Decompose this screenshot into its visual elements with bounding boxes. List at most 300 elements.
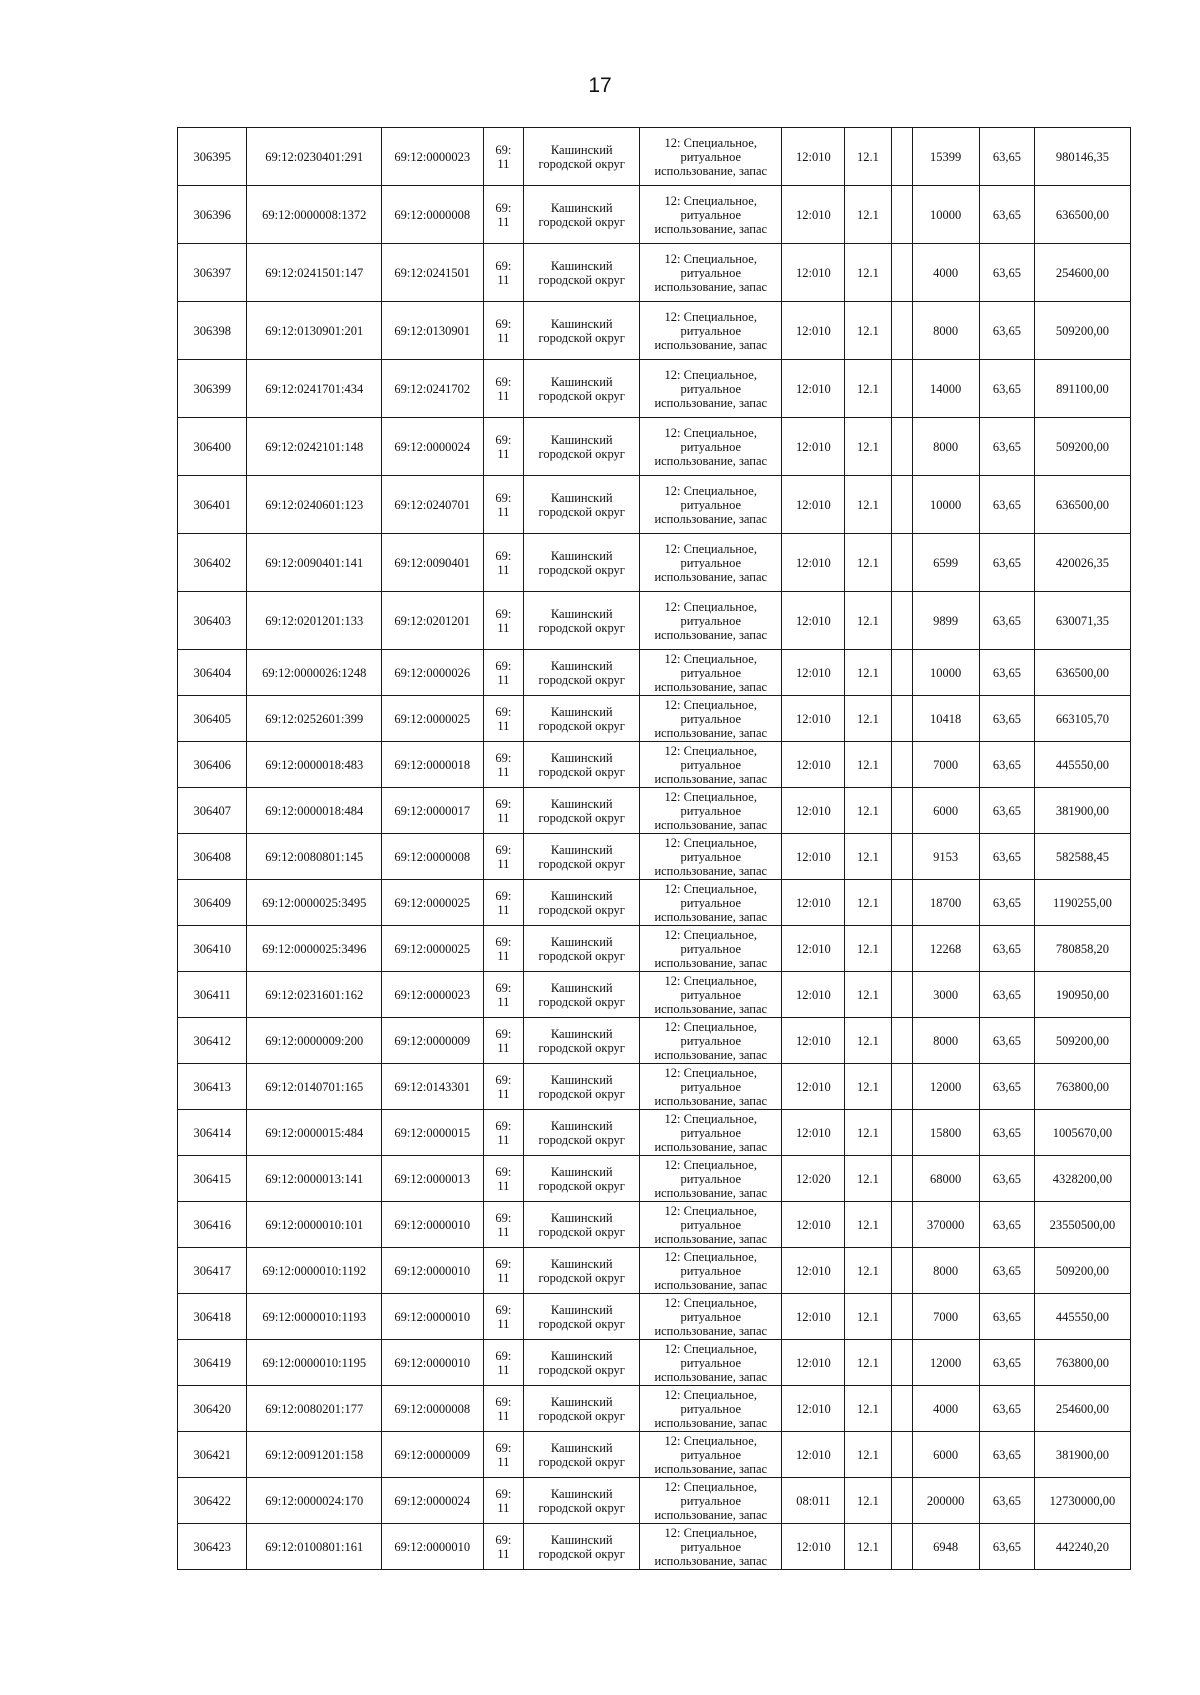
cell-cadastral-block: 69:12:0000018 (382, 742, 483, 788)
cell-cadastral-block: 69:12:0000025 (382, 880, 483, 926)
table-row (178, 1064, 1131, 1110)
cell-region-code: 69: 11 (483, 696, 524, 742)
table-row (178, 650, 1131, 696)
table-row (178, 742, 1131, 788)
cell-land-use: 12: Специальное, ритуальное использование, запас (640, 1386, 782, 1432)
cell-cadastral-number: 69:12:0000015:484 (247, 1110, 382, 1156)
cell-id: 306408 (178, 834, 247, 880)
cell-region-code: 69: 11 (483, 592, 524, 650)
cell-empty (891, 302, 912, 360)
cell-id: 306411 (178, 972, 247, 1018)
cell-id: 306407 (178, 788, 247, 834)
cell-cadastral-value: 980146,35 (1034, 128, 1130, 186)
cell-rate: 63,65 (979, 244, 1034, 302)
cell-rate: 63,65 (979, 128, 1034, 186)
cell-use-kind: 12.1 (845, 1340, 891, 1386)
cell-cadastral-value: 763800,00 (1034, 1064, 1130, 1110)
cell-municipality: Кашинский городской округ (524, 926, 640, 972)
table-row (178, 418, 1131, 476)
cell-id: 306413 (178, 1064, 247, 1110)
cell-land-use: 12: Специальное, ритуальное использование, запас (640, 972, 782, 1018)
cell-cadastral-number: 69:12:0241701:434 (247, 360, 382, 418)
cell-rate: 63,65 (979, 788, 1034, 834)
cell-use-kind: 12.1 (845, 788, 891, 834)
cell-area: 8000 (912, 302, 979, 360)
cell-cadastral-block: 69:12:0000025 (382, 926, 483, 972)
cell-cadastral-value: 891100,00 (1034, 360, 1130, 418)
cell-id: 306400 (178, 418, 247, 476)
cell-land-use: 12: Специальное, ритуальное использование, запас (640, 1524, 782, 1570)
cell-cadastral-block: 69:12:0000013 (382, 1156, 483, 1202)
cell-cadastral-value: 1190255,00 (1034, 880, 1130, 926)
cell-cadastral-value: 254600,00 (1034, 244, 1130, 302)
table-row (178, 1524, 1131, 1570)
cell-region-code: 69: 11 (483, 1202, 524, 1248)
cell-id: 306419 (178, 1340, 247, 1386)
cell-cadastral-block: 69:12:0000010 (382, 1340, 483, 1386)
cell-empty (891, 1202, 912, 1248)
cell-cadastral-number: 69:12:0000010:1195 (247, 1340, 382, 1386)
cell-area: 68000 (912, 1156, 979, 1202)
cell-id: 306397 (178, 244, 247, 302)
cell-area: 10000 (912, 186, 979, 244)
cell-cadastral-value: 4328200,00 (1034, 1156, 1130, 1202)
cell-land-use: 12: Специальное, ритуальное использование, запас (640, 1202, 782, 1248)
cell-use-kind: 12.1 (845, 1478, 891, 1524)
cell-land-use: 12: Специальное, ритуальное использование, запас (640, 302, 782, 360)
cell-cadastral-number: 69:12:0000009:200 (247, 1018, 382, 1064)
cell-region-code: 69: 11 (483, 972, 524, 1018)
cell-municipality: Кашинский городской округ (524, 418, 640, 476)
cell-use-kind: 12.1 (845, 696, 891, 742)
cell-cadastral-number: 69:12:0000025:3495 (247, 880, 382, 926)
cell-group-code: 12:010 (782, 1340, 845, 1386)
cell-empty (891, 476, 912, 534)
cell-rate: 63,65 (979, 1478, 1034, 1524)
cell-land-use: 12: Специальное, ритуальное использование, запас (640, 534, 782, 592)
cell-cadastral-block: 69:12:0000008 (382, 186, 483, 244)
cell-empty (891, 186, 912, 244)
cell-land-use: 12: Специальное, ритуальное использование, запас (640, 1294, 782, 1340)
cell-cadastral-block: 69:12:0000024 (382, 418, 483, 476)
cell-id: 306403 (178, 592, 247, 650)
cell-cadastral-value: 254600,00 (1034, 1386, 1130, 1432)
cell-rate: 63,65 (979, 534, 1034, 592)
cell-cadastral-number: 69:12:0231601:162 (247, 972, 382, 1018)
table-row (178, 128, 1131, 186)
cell-empty (891, 244, 912, 302)
cell-cadastral-value: 509200,00 (1034, 302, 1130, 360)
cell-rate: 63,65 (979, 1386, 1034, 1432)
cell-id: 306417 (178, 1248, 247, 1294)
cell-empty (891, 972, 912, 1018)
cell-use-kind: 12.1 (845, 834, 891, 880)
cell-cadastral-number: 69:12:0000010:1193 (247, 1294, 382, 1340)
cell-group-code: 12:010 (782, 186, 845, 244)
cell-region-code: 69: 11 (483, 244, 524, 302)
table-row (178, 972, 1131, 1018)
cell-cadastral-value: 445550,00 (1034, 742, 1130, 788)
page-number: 17 (588, 74, 612, 97)
cell-id: 306404 (178, 650, 247, 696)
cell-empty (891, 418, 912, 476)
cell-group-code: 12:010 (782, 972, 845, 1018)
cell-municipality: Кашинский городской округ (524, 1156, 640, 1202)
cell-empty (891, 788, 912, 834)
cell-land-use: 12: Специальное, ритуальное использование, запас (640, 244, 782, 302)
cell-use-kind: 12.1 (845, 534, 891, 592)
cell-rate: 63,65 (979, 1202, 1034, 1248)
cell-use-kind: 12.1 (845, 186, 891, 244)
cell-area: 9899 (912, 592, 979, 650)
cell-cadastral-block: 69:12:0201201 (382, 592, 483, 650)
cell-id: 306395 (178, 128, 247, 186)
cell-cadastral-number: 69:12:0080801:145 (247, 834, 382, 880)
cell-cadastral-number: 69:12:0130901:201 (247, 302, 382, 360)
cell-cadastral-block: 69:12:0000023 (382, 972, 483, 1018)
cell-cadastral-value: 381900,00 (1034, 1432, 1130, 1478)
cell-empty (891, 1248, 912, 1294)
table-row (178, 534, 1131, 592)
cell-group-code: 12:010 (782, 1110, 845, 1156)
cell-empty (891, 1294, 912, 1340)
cell-rate: 63,65 (979, 834, 1034, 880)
cell-land-use: 12: Специальное, ритуальное использование, запас (640, 788, 782, 834)
cell-empty (891, 1432, 912, 1478)
cell-area: 200000 (912, 1478, 979, 1524)
cell-use-kind: 12.1 (845, 1432, 891, 1478)
cell-cadastral-number: 69:12:0090401:141 (247, 534, 382, 592)
cell-rate: 63,65 (979, 972, 1034, 1018)
cell-use-kind: 12.1 (845, 650, 891, 696)
cell-cadastral-number: 69:12:0000024:170 (247, 1478, 382, 1524)
cell-cadastral-value: 190950,00 (1034, 972, 1130, 1018)
cell-cadastral-block: 69:12:0090401 (382, 534, 483, 592)
cell-group-code: 12:010 (782, 534, 845, 592)
cell-land-use: 12: Специальное, ритуальное использование, запас (640, 1478, 782, 1524)
cell-cadastral-block: 69:12:0000023 (382, 128, 483, 186)
cell-cadastral-value: 12730000,00 (1034, 1478, 1130, 1524)
cell-group-code: 08:011 (782, 1478, 845, 1524)
cell-land-use: 12: Специальное, ритуальное использование, запас (640, 186, 782, 244)
cell-rate: 63,65 (979, 1294, 1034, 1340)
cell-region-code: 69: 11 (483, 186, 524, 244)
cell-id: 306423 (178, 1524, 247, 1570)
cell-municipality: Кашинский городской округ (524, 476, 640, 534)
table-body (178, 128, 1131, 1570)
table-row (178, 788, 1131, 834)
cell-cadastral-block: 69:12:0143301 (382, 1064, 483, 1110)
cell-group-code: 12:010 (782, 1524, 845, 1570)
cell-use-kind: 12.1 (845, 128, 891, 186)
cell-region-code: 69: 11 (483, 880, 524, 926)
table-row (178, 360, 1131, 418)
cell-empty (891, 592, 912, 650)
cell-rate: 63,65 (979, 418, 1034, 476)
cell-cadastral-block: 69:12:0000025 (382, 696, 483, 742)
cell-rate: 63,65 (979, 696, 1034, 742)
cell-use-kind: 12.1 (845, 360, 891, 418)
cell-cadastral-number: 69:12:0080201:177 (247, 1386, 382, 1432)
cell-cadastral-value: 509200,00 (1034, 1248, 1130, 1294)
cell-area: 7000 (912, 1294, 979, 1340)
cell-id: 306406 (178, 742, 247, 788)
cell-land-use: 12: Специальное, ритуальное использование, запас (640, 1432, 782, 1478)
cell-cadastral-number: 69:12:0000010:1192 (247, 1248, 382, 1294)
cell-use-kind: 12.1 (845, 1018, 891, 1064)
cell-cadastral-value: 1005670,00 (1034, 1110, 1130, 1156)
cell-municipality: Кашинский городской округ (524, 1018, 640, 1064)
cell-cadastral-number: 69:12:0252601:399 (247, 696, 382, 742)
cell-municipality: Кашинский городской округ (524, 302, 640, 360)
cell-area: 8000 (912, 1018, 979, 1064)
cell-group-code: 12:010 (782, 696, 845, 742)
cell-rate: 63,65 (979, 1156, 1034, 1202)
table-row (178, 244, 1131, 302)
cell-empty (891, 1524, 912, 1570)
cell-region-code: 69: 11 (483, 742, 524, 788)
cell-rate: 63,65 (979, 1524, 1034, 1570)
cell-region-code: 69: 11 (483, 926, 524, 972)
cell-area: 12000 (912, 1340, 979, 1386)
cell-empty (891, 360, 912, 418)
cell-land-use: 12: Специальное, ритуальное использование, запас (640, 696, 782, 742)
cell-id: 306402 (178, 534, 247, 592)
cell-municipality: Кашинский городской округ (524, 1248, 640, 1294)
cell-land-use: 12: Специальное, ритуальное использование, запас (640, 476, 782, 534)
cell-land-use: 12: Специальное, ритуальное использование, запас (640, 1110, 782, 1156)
cell-id: 306410 (178, 926, 247, 972)
table-row (178, 1156, 1131, 1202)
cell-area: 4000 (912, 1386, 979, 1432)
cell-group-code: 12:010 (782, 650, 845, 696)
cell-land-use: 12: Специальное, ритуальное использование, запас (640, 880, 782, 926)
cell-municipality: Кашинский городской округ (524, 186, 640, 244)
cell-rate: 63,65 (979, 302, 1034, 360)
cell-municipality: Кашинский городской округ (524, 972, 640, 1018)
cell-cadastral-block: 69:12:0000010 (382, 1202, 483, 1248)
cell-rate: 63,65 (979, 1064, 1034, 1110)
cell-area: 7000 (912, 742, 979, 788)
cell-id: 306412 (178, 1018, 247, 1064)
cell-area: 4000 (912, 244, 979, 302)
cell-municipality: Кашинский городской округ (524, 788, 640, 834)
cell-land-use: 12: Специальное, ритуальное использование, запас (640, 1156, 782, 1202)
cell-empty (891, 1110, 912, 1156)
cell-area: 10418 (912, 696, 979, 742)
cell-id: 306421 (178, 1432, 247, 1478)
cell-region-code: 69: 11 (483, 128, 524, 186)
cell-land-use: 12: Специальное, ритуальное использование, запас (640, 1018, 782, 1064)
cell-region-code: 69: 11 (483, 1248, 524, 1294)
table-row (178, 1018, 1131, 1064)
cell-rate: 63,65 (979, 1340, 1034, 1386)
table-row (178, 476, 1131, 534)
table-row (178, 1386, 1131, 1432)
cell-rate: 63,65 (979, 742, 1034, 788)
cell-use-kind: 12.1 (845, 1064, 891, 1110)
cell-land-use: 12: Специальное, ритуальное использование, запас (640, 742, 782, 788)
cell-id: 306409 (178, 880, 247, 926)
cell-land-use: 12: Специальное, ритуальное использование, запас (640, 128, 782, 186)
cell-cadastral-number: 69:12:0000018:483 (247, 742, 382, 788)
cell-group-code: 12:010 (782, 834, 845, 880)
cell-area: 6000 (912, 788, 979, 834)
cell-municipality: Кашинский городской округ (524, 742, 640, 788)
cell-cadastral-block: 69:12:0000008 (382, 834, 483, 880)
cell-cadastral-number: 69:12:0240601:123 (247, 476, 382, 534)
cell-group-code: 12:010 (782, 880, 845, 926)
cell-cadastral-value: 582588,45 (1034, 834, 1130, 880)
cell-empty (891, 696, 912, 742)
cell-municipality: Кашинский городской округ (524, 1110, 640, 1156)
cell-municipality: Кашинский городской округ (524, 1064, 640, 1110)
cell-id: 306398 (178, 302, 247, 360)
cell-id: 306422 (178, 1478, 247, 1524)
cell-use-kind: 12.1 (845, 926, 891, 972)
cell-cadastral-value: 636500,00 (1034, 186, 1130, 244)
cell-area: 14000 (912, 360, 979, 418)
cell-cadastral-value: 442240,20 (1034, 1524, 1130, 1570)
cell-use-kind: 12.1 (845, 1294, 891, 1340)
table-row (178, 592, 1131, 650)
cell-rate: 63,65 (979, 1110, 1034, 1156)
cell-area: 9153 (912, 834, 979, 880)
cell-group-code: 12:010 (782, 360, 845, 418)
cell-land-use: 12: Специальное, ритуальное использование, запас (640, 418, 782, 476)
cell-area: 10000 (912, 650, 979, 696)
cell-municipality: Кашинский городской округ (524, 650, 640, 696)
cell-group-code: 12:010 (782, 302, 845, 360)
cell-rate: 63,65 (979, 592, 1034, 650)
cell-empty (891, 1064, 912, 1110)
cell-municipality: Кашинский городской округ (524, 128, 640, 186)
cell-use-kind: 12.1 (845, 1386, 891, 1432)
cell-cadastral-block: 69:12:0000010 (382, 1294, 483, 1340)
cell-area: 6000 (912, 1432, 979, 1478)
cell-cadastral-block: 69:12:0000010 (382, 1524, 483, 1570)
table-row (178, 1432, 1131, 1478)
cell-land-use: 12: Специальное, ритуальное использование, запас (640, 1248, 782, 1294)
cell-group-code: 12:010 (782, 788, 845, 834)
cell-land-use: 12: Специальное, ритуальное использование, запас (640, 360, 782, 418)
cell-cadastral-number: 69:12:0091201:158 (247, 1432, 382, 1478)
cell-empty (891, 128, 912, 186)
cell-area: 8000 (912, 418, 979, 476)
cadastral-value-table (177, 127, 1131, 1570)
cell-rate: 63,65 (979, 1248, 1034, 1294)
cell-rate: 63,65 (979, 1432, 1034, 1478)
cell-municipality: Кашинский городской округ (524, 534, 640, 592)
cell-area: 3000 (912, 972, 979, 1018)
table-row (178, 1248, 1131, 1294)
cell-region-code: 69: 11 (483, 1110, 524, 1156)
cell-group-code: 12:010 (782, 418, 845, 476)
cell-cadastral-value: 509200,00 (1034, 418, 1130, 476)
cell-cadastral-value: 780858,20 (1034, 926, 1130, 972)
cell-cadastral-value: 636500,00 (1034, 476, 1130, 534)
table-row (178, 1202, 1131, 1248)
cell-municipality: Кашинский городской округ (524, 1340, 640, 1386)
cell-municipality: Кашинский городской округ (524, 696, 640, 742)
cell-region-code: 69: 11 (483, 1432, 524, 1478)
cell-use-kind: 12.1 (845, 1110, 891, 1156)
cell-area: 15399 (912, 128, 979, 186)
table-row (178, 1110, 1131, 1156)
cell-cadastral-number: 69:12:0201201:133 (247, 592, 382, 650)
cell-group-code: 12:010 (782, 1202, 845, 1248)
cell-cadastral-number: 69:12:0242101:148 (247, 418, 382, 476)
cell-municipality: Кашинский городской округ (524, 360, 640, 418)
cell-region-code: 69: 11 (483, 476, 524, 534)
cell-id: 306418 (178, 1294, 247, 1340)
table-row (178, 186, 1131, 244)
cell-use-kind: 12.1 (845, 880, 891, 926)
cell-municipality: Кашинский городской округ (524, 1524, 640, 1570)
cell-cadastral-block: 69:12:0000009 (382, 1432, 483, 1478)
cell-cadastral-value: 381900,00 (1034, 788, 1130, 834)
cell-area: 370000 (912, 1202, 979, 1248)
cell-group-code: 12:020 (782, 1156, 845, 1202)
cell-group-code: 12:010 (782, 1248, 845, 1294)
table-row (178, 1478, 1131, 1524)
cell-cadastral-number: 69:12:0241501:147 (247, 244, 382, 302)
cell-empty (891, 1386, 912, 1432)
cell-cadastral-block: 69:12:0000026 (382, 650, 483, 696)
cell-cadastral-block: 69:12:0241702 (382, 360, 483, 418)
table-row (178, 302, 1131, 360)
cell-rate: 63,65 (979, 186, 1034, 244)
cell-group-code: 12:010 (782, 244, 845, 302)
cell-empty (891, 1340, 912, 1386)
cell-land-use: 12: Специальное, ритуальное использование, запас (640, 650, 782, 696)
cell-cadastral-value: 636500,00 (1034, 650, 1130, 696)
table-row (178, 696, 1131, 742)
cell-cadastral-number: 69:12:0230401:291 (247, 128, 382, 186)
cell-cadastral-number: 69:12:0000018:484 (247, 788, 382, 834)
cell-area: 12000 (912, 1064, 979, 1110)
cell-use-kind: 12.1 (845, 418, 891, 476)
cell-municipality: Кашинский городской округ (524, 880, 640, 926)
cell-group-code: 12:010 (782, 1018, 845, 1064)
cell-use-kind: 12.1 (845, 1202, 891, 1248)
cell-empty (891, 926, 912, 972)
table-row (178, 926, 1131, 972)
cell-region-code: 69: 11 (483, 1294, 524, 1340)
cell-area: 6948 (912, 1524, 979, 1570)
cell-region-code: 69: 11 (483, 1478, 524, 1524)
cell-group-code: 12:010 (782, 1432, 845, 1478)
cell-cadastral-value: 445550,00 (1034, 1294, 1130, 1340)
cell-use-kind: 12.1 (845, 1156, 891, 1202)
table-row (178, 1294, 1131, 1340)
cell-land-use: 12: Специальное, ритуальное использование, запас (640, 926, 782, 972)
cell-region-code: 69: 11 (483, 1340, 524, 1386)
table-row (178, 1340, 1131, 1386)
cell-use-kind: 12.1 (845, 244, 891, 302)
cell-cadastral-value: 663105,70 (1034, 696, 1130, 742)
cell-area: 8000 (912, 1248, 979, 1294)
cell-cadastral-block: 69:12:0240701 (382, 476, 483, 534)
cell-region-code: 69: 11 (483, 1018, 524, 1064)
cell-empty (891, 650, 912, 696)
cell-id: 306401 (178, 476, 247, 534)
cell-empty (891, 880, 912, 926)
cell-cadastral-value: 23550500,00 (1034, 1202, 1130, 1248)
cell-group-code: 12:010 (782, 926, 845, 972)
cell-cadastral-block: 69:12:0000009 (382, 1018, 483, 1064)
cell-land-use: 12: Специальное, ритуальное использование, запас (640, 1340, 782, 1386)
